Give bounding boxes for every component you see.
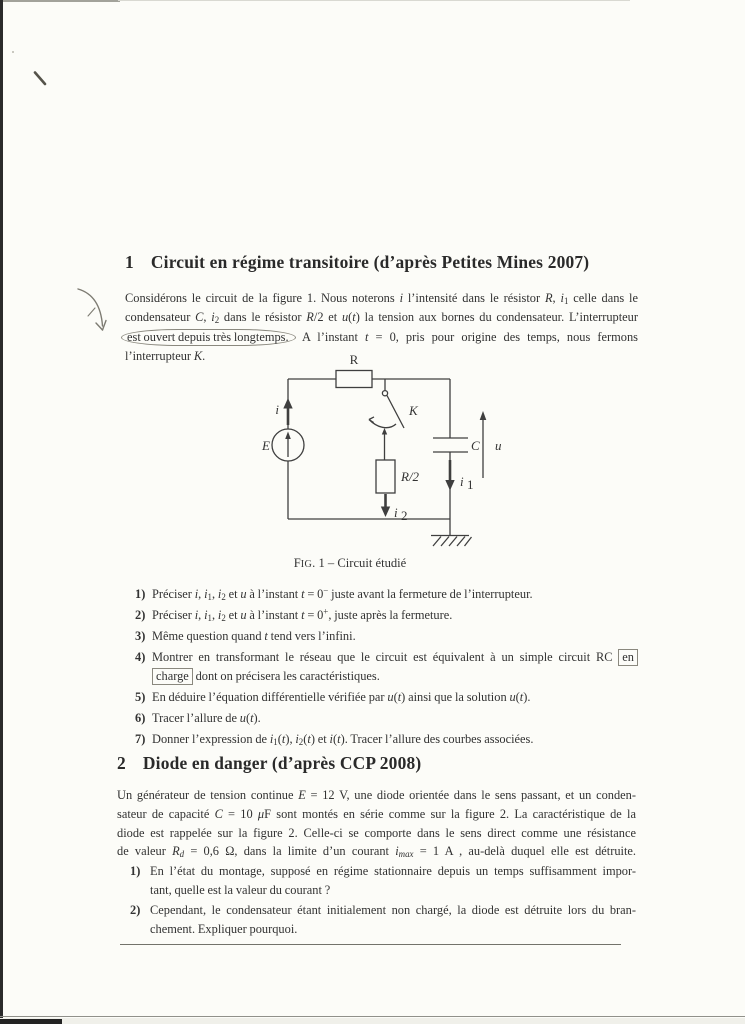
figure-1-caption <box>240 556 460 571</box>
question-item-5 <box>125 688 638 707</box>
text-segment: l’intensité dans le résistor <box>403 291 545 305</box>
svg-text:u: u <box>495 438 502 453</box>
text-segment: i <box>194 607 199 622</box>
text-segment: = 0 <box>304 607 324 622</box>
text-line <box>117 786 636 805</box>
text-segment: ( <box>515 689 520 704</box>
footer-rule <box>120 944 621 945</box>
text-segment: i <box>269 731 274 746</box>
text-segment: K <box>193 348 203 363</box>
text-segment: Donner l’expression de <box>152 731 270 746</box>
text-segment: i <box>211 310 215 325</box>
text-segment: + <box>323 606 329 617</box>
item-number: 1) <box>130 864 141 878</box>
text-line <box>152 688 638 707</box>
text-line <box>152 667 638 686</box>
section-2-question-list <box>117 862 636 940</box>
text-segment: ) et <box>310 731 330 746</box>
section-1-question-list <box>125 585 638 751</box>
text-segment: ( <box>393 689 398 704</box>
item-number: 6) <box>135 710 146 725</box>
text-segment: , <box>198 587 205 601</box>
text-segment: et <box>225 587 241 601</box>
text-segment: diode est rappelée sur la figure 2. Celle-ci se comporte dans le sens direct comme une résistance <box>117 825 636 840</box>
text-segment: R <box>306 310 314 325</box>
text-line <box>117 805 636 824</box>
text-segment: t <box>352 310 356 325</box>
text-segment: d <box>179 849 185 860</box>
pen-box-annotation: charge <box>152 668 193 685</box>
text-segment: u <box>240 607 247 622</box>
text-segment: ). Tracer l’allure des courbes associées. <box>340 731 534 746</box>
text-segment: = 1 A , au-delà duquel elle est détruite. <box>413 844 637 859</box>
text-segment: Même question quand <box>152 628 265 643</box>
resistor-R <box>336 352 372 388</box>
text-segment: 2 <box>298 736 304 747</box>
section-1-title: Circuit en régime transitoire (d’après Petites Mines 2007) <box>150 252 590 272</box>
text-segment: Un générateur de tension continue <box>117 788 299 802</box>
text-line <box>152 585 638 604</box>
pen-circle-annotation: est ouvert depuis très longtemps. <box>121 329 296 347</box>
item-text <box>152 648 638 687</box>
item-text <box>152 709 638 728</box>
text-line <box>152 709 638 728</box>
text-segment: 2 <box>214 315 220 326</box>
question-item-7 <box>125 730 638 749</box>
item-text <box>152 627 638 646</box>
text-segment: IG <box>300 559 313 570</box>
text-segment: et <box>225 607 241 622</box>
text-segment: u <box>240 587 247 601</box>
current-arrow-i1 <box>445 460 473 492</box>
text-segment: i <box>194 587 199 601</box>
text-line <box>150 901 636 920</box>
text-segment: ). <box>523 689 531 704</box>
text-segment: . 1 – Circuit étudié <box>312 556 407 570</box>
question-item-4 <box>125 648 638 687</box>
item-number: 2) <box>135 607 146 622</box>
text-segment: . <box>202 348 206 363</box>
text-segment: En l’état du montage, supposé en régime stationnaire depuis un temps suffisamment impor- <box>150 864 636 878</box>
text-segment: i <box>399 291 404 305</box>
text-segment: C <box>195 310 204 325</box>
text-segment: t <box>264 628 268 643</box>
text-segment: ). <box>253 710 261 725</box>
section-2-intro-paragraph <box>117 786 636 861</box>
section-1-number: 1 <box>125 252 134 272</box>
text-segment: Montrer en transformant le réseau que le circuit est équivalent à un simple circuit RC <box>152 649 619 664</box>
text-segment: i <box>217 607 222 622</box>
svg-text:i: i <box>460 474 464 489</box>
voltage-arrow-u <box>480 411 502 478</box>
text-segment: C <box>214 806 223 821</box>
text-line <box>150 881 636 900</box>
text-line <box>150 862 636 881</box>
pen-box-annotation: en <box>618 649 638 666</box>
text-segment: à l’instant <box>246 607 302 622</box>
text-segment: i <box>295 731 299 746</box>
text-segment: t <box>364 329 369 344</box>
capacitor-C <box>433 438 480 453</box>
text-segment: u <box>239 710 246 725</box>
text-segment: − <box>323 585 329 596</box>
text-line <box>117 842 636 861</box>
text-segment: = 0, pris pour origine des temps, nous fermons <box>368 329 638 344</box>
text-segment: dont on précisera les caractéristiques. <box>192 668 380 683</box>
text-segment: R <box>172 844 180 859</box>
svg-text:E: E <box>262 438 270 453</box>
text-line <box>152 648 638 667</box>
ground-symbol <box>431 536 472 547</box>
svg-text:K: K <box>409 403 418 418</box>
text-segment: sateur de capacité <box>117 806 215 821</box>
text-line <box>150 920 636 939</box>
text-line <box>152 606 638 625</box>
text-segment: , <box>552 291 561 305</box>
text-segment: t <box>337 731 341 746</box>
text-segment: A l’instant <box>295 329 365 344</box>
svg-text:i: i <box>394 505 398 520</box>
item-text <box>152 606 638 625</box>
item-number: 5) <box>135 689 146 704</box>
text-line <box>117 824 636 843</box>
text-segment: Préciser <box>152 587 195 601</box>
text-segment: de valeur <box>117 844 173 859</box>
item-number: 3) <box>135 628 146 643</box>
svg-text:C: C <box>471 438 480 453</box>
text-segment: , <box>198 607 205 622</box>
item-number: 1) <box>135 587 146 601</box>
text-segment: t <box>250 710 254 725</box>
item-number: 2) <box>130 903 141 918</box>
text-segment: tant, quelle est la valeur du courant ? <box>150 882 331 897</box>
text-segment: ) ainsi que la solution <box>401 689 510 704</box>
text-segment: i <box>217 587 222 601</box>
text-segment: Considérons le circuit de la figure 1. Nous noterons <box>125 291 400 305</box>
text-segment: i <box>560 291 564 305</box>
text-segment: u <box>509 689 516 704</box>
svg-text:2: 2 <box>401 508 408 523</box>
switch-K <box>369 379 419 460</box>
text-segment: tend vers l’infini. <box>267 628 356 643</box>
text-segment: , <box>211 607 218 622</box>
current-arrow-i <box>275 398 292 425</box>
item-text <box>152 585 638 604</box>
text-segment: ( <box>277 731 282 746</box>
text-segment: /2 et <box>313 310 342 325</box>
text-segment: 2 <box>221 612 226 623</box>
item-number: 4) <box>135 649 146 664</box>
text-segment: E <box>298 788 306 802</box>
text-segment: 1 <box>273 736 278 747</box>
resistor-R-half <box>376 460 420 493</box>
text-segment: celle dans le <box>568 291 638 305</box>
section-2-title: Diode en danger (d’après CCP 2008) <box>142 753 422 773</box>
text-segment: ( <box>332 731 338 746</box>
text-segment: i <box>204 607 208 622</box>
item-text <box>150 862 636 900</box>
svg-text:R/2: R/2 <box>401 469 420 484</box>
text-segment: juste avant la fermeture de l’interrupteur. <box>328 587 533 601</box>
text-segment: F sont montés en série comme sur la figure 2. La caractéristique de la <box>264 806 636 821</box>
text-segment: 1 <box>207 612 212 623</box>
text-segment: = 10 <box>222 806 258 821</box>
text-segment: ( <box>348 310 353 325</box>
text-segment: , <box>203 310 212 325</box>
text-segment: à l’instant <box>246 587 302 601</box>
text-segment: u <box>341 310 349 325</box>
text-segment: F <box>293 556 301 570</box>
question-item-2 <box>117 901 636 939</box>
text-segment: t <box>301 587 305 601</box>
text-segment: , juste après la fermeture. <box>328 607 453 622</box>
voltage-source-E <box>261 429 304 461</box>
text-segment: condensateur <box>125 310 196 325</box>
text-line <box>152 730 638 749</box>
text-segment: chement. Expliquer pourquoi. <box>150 921 298 936</box>
text-segment: ) la tension aux bornes du condensateur. L’interrupteur <box>355 310 638 325</box>
question-item-1 <box>117 862 636 900</box>
text-segment: max <box>398 849 414 860</box>
text-segment: l’interrupteur <box>125 348 194 363</box>
question-item-1 <box>125 585 638 604</box>
item-text <box>152 730 638 749</box>
item-text <box>150 901 636 939</box>
text-segment: t <box>397 689 402 704</box>
section-2-number: 2 <box>117 753 126 773</box>
text-segment: = 0 <box>304 587 324 601</box>
text-segment: ), <box>285 731 296 746</box>
svg-text:1: 1 <box>467 477 474 492</box>
question-item-3 <box>125 627 638 646</box>
text-segment: 2 <box>221 591 226 602</box>
text-segment: Cependant, le condensateur étant initialement non chargé, la diode est détruite lors du bran- <box>150 903 636 918</box>
text-segment: t <box>301 607 305 622</box>
text-segment: Préciser <box>152 607 195 622</box>
text-segment: = 0,6 Ω, dans la limite d’un courant <box>184 844 396 859</box>
text-segment: i <box>395 844 399 859</box>
text-line <box>152 627 638 646</box>
text-segment: μ <box>257 806 265 821</box>
item-text <box>152 688 638 707</box>
text-segment: dans le résistor <box>219 310 307 325</box>
svg-text:i: i <box>275 402 279 417</box>
text-segment: u <box>387 689 394 704</box>
question-item-6 <box>125 709 638 728</box>
text-segment: t <box>281 731 286 746</box>
text-segment: ( <box>245 710 251 725</box>
text-segment: t <box>307 731 311 746</box>
text-segment: ( <box>303 731 308 746</box>
section-2-heading <box>117 753 421 774</box>
text-segment: R <box>544 291 553 305</box>
text-segment: 1 <box>207 591 212 602</box>
text-segment: Tracer l’allure de <box>152 710 240 725</box>
text-segment: i <box>204 587 208 601</box>
text-segment: t <box>519 689 524 704</box>
text-segment: , <box>211 587 218 601</box>
item-number: 7) <box>135 731 146 746</box>
svg-text:R: R <box>349 352 359 367</box>
text-segment: = 12 V, une diode orientée dans le sens passant, et un conden- <box>305 788 636 802</box>
text-segment: 1 <box>563 295 569 306</box>
text-segment: En déduire l’équation différentielle vérifiée par <box>152 689 388 704</box>
text-segment: i <box>329 731 333 746</box>
question-item-2 <box>125 606 638 625</box>
